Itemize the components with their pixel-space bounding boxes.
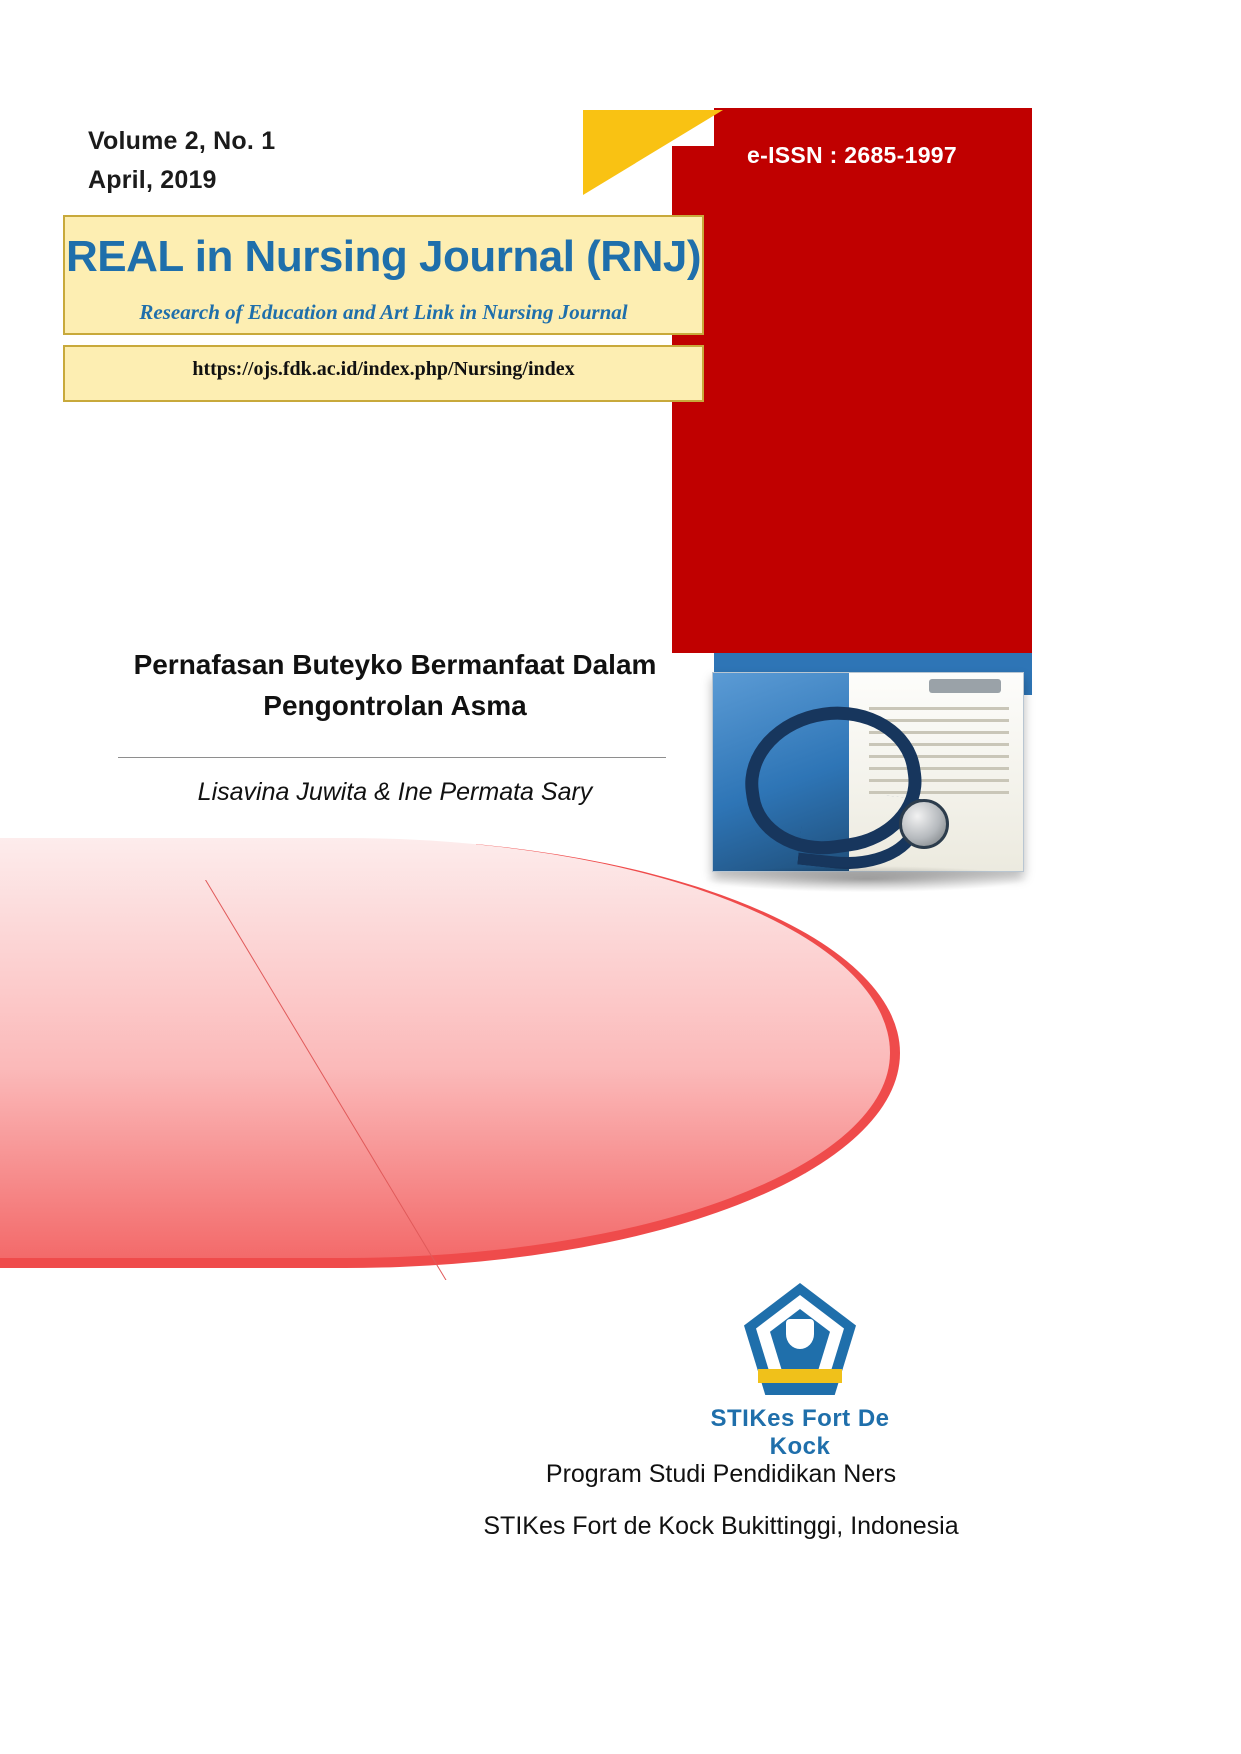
logo-banner — [758, 1369, 842, 1383]
stethoscope-chestpiece-icon — [899, 799, 949, 849]
red-panel — [672, 108, 1032, 653]
program-text: Program Studi Pendidikan Ners — [545, 1460, 897, 1488]
pink-swoosh-shape — [0, 838, 900, 1268]
logo-name-text: STIKes Fort De Kock — [710, 1405, 890, 1460]
article-authors: Lisavina Juwita & Ine Permata Sary — [197, 778, 593, 806]
lamp-icon — [786, 1319, 814, 1349]
volume-text: Volume 2, No. 1 — [88, 127, 276, 155]
institution-logo — [700, 1283, 900, 1468]
volume-block — [88, 122, 275, 200]
journal-title: REAL in Nursing Journal (RNJ) — [66, 232, 701, 281]
photo-shadow — [706, 866, 1026, 892]
clipboard-clip-icon — [929, 679, 1001, 693]
issn-text: e-ISSN : 2685-1997 — [747, 142, 957, 168]
article-title: Pernafasan Buteyko Bermanfaat Dalam Pengontrolan Asma — [133, 649, 657, 721]
journal-url[interactable]: https://ojs.fdk.ac.id/index.php/Nursing/index — [192, 358, 575, 380]
institution-text: STIKes Fort de Kock Bukittinggi, Indonesia — [483, 1512, 959, 1540]
title-divider — [118, 757, 666, 758]
date-text: April, 2019 — [88, 165, 217, 194]
journal-subtitle: Research of Education and Art Link in Nursing Journal — [139, 300, 628, 324]
stethoscope-photo — [712, 672, 1024, 872]
